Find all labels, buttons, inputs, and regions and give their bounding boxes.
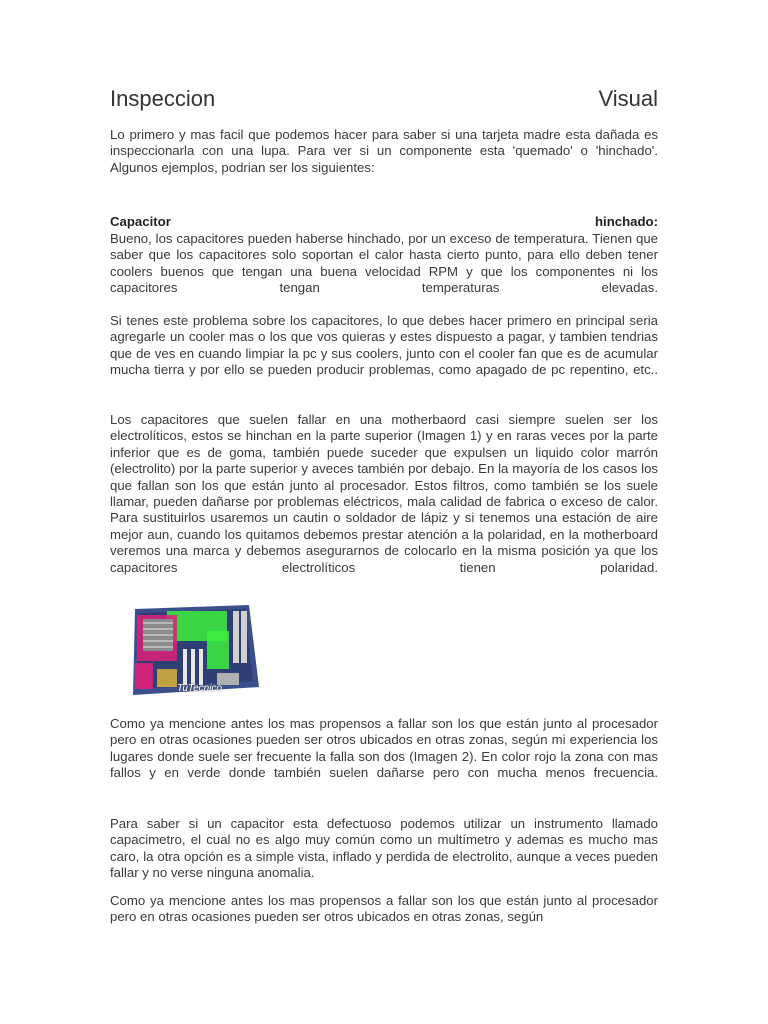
motherboard-image (127, 603, 261, 697)
page-title (110, 86, 658, 112)
section-heading-right: hinchado: (594, 214, 658, 229)
paragraph-temperature: Bueno, los capacitores pueden haberse hinchado, por un exceso de temperatura. Tienen que saber que los capacitores solo soportan el calor hasta cierto punto, para ello deben tener coolers buenos que tengan una buena velocidad RPM y que los componentes ni los capacitores tengan temperaturas elevadas. (110, 231, 658, 296)
section-heading (110, 214, 658, 230)
paragraph-zones: Como ya mencione antes los mas propensos a fallar son los que están junto al procesador pero en otras ocasiones pueden ser otros ubicados en otras zonas, según mi experiencia los lugares donde suele ser frecuente la falla son dos (Imagen 2). En color rojo la zona con mas fallos y en verde donde también suelen dañarse pero con mucha menos frecuencia. (110, 716, 658, 781)
image-watermark: TuTecnico (177, 683, 223, 694)
paragraph-capacimetro: Para saber si un capacitor esta defectuoso podemos utilizar un instrumento llamado capacimetro, el cual no es algo muy común como un multímetro y ademas es mucho mas caro, la otra opción es a simple vista, inflado y perdida de electrolito, aunque a veces pueden fallar y no verse ninguna anomalia. (110, 816, 658, 881)
title-right: Visual (598, 86, 658, 111)
intro-paragraph: Lo primero y mas facil que podemos hacer para saber si una tarjeta madre esta dañada es inspeccionarla con una lupa. Para ver si un componente esta 'quemado' o 'hinchado'. Algunos ejemplos, podrian ser los siguientes: (110, 127, 658, 175)
section-heading-left: Capacitor (110, 214, 171, 229)
paragraph-electrolytic: Los capacitores que suelen fallar en una motherbaord casi siempre suelen ser los electrolíticos, estos se hinchan en la parte superior (Imagen 1) y en raras veces por la parte inferior que es de goma, también puede suceder que expulsen un liquido color marrón (electrolito) por la parte superior y aveces también por debajo. En la mayoría de los casos los que fallan son los que están junto al procesador. Estos filtros, como también se los suele llamar, pueden dañarse por problemas eléctricos, mala calidad de fabrica o exceso de calor. Para sustituirlos usaremos un cautin o soldador de lápiz y si tenemos una estación de aire mejor aun, cuando los quitamos debemos prestar atención a la polaridad, en la motherboard veremos una marca y debemos asegurarnos de colocarlo en la misma posición ya que los capacitores electrolíticos tienen polaridad. (110, 412, 658, 575)
title-left: Inspeccion (110, 86, 216, 111)
paragraph-repeat: Como ya mencione antes los mas propensos a fallar son los que están junto al procesador pero en otras ocasiones pueden ser otros ubicados en otras zonas, según (110, 893, 658, 925)
paragraph-cooler: Si tenes este problema sobre los capacitores, lo que debes hacer primero en principal seria agregarle un cooler mas o los que vos quieras y estes dispuesto a pagar, y tambien tendrias que de ves en cuando limpiar la pc y sus coolers, junto con el cooler fan que es de acumular mucha tierra y por ello se pueden producir problemas, como apagado de pc repentino, etc.. (110, 313, 658, 378)
